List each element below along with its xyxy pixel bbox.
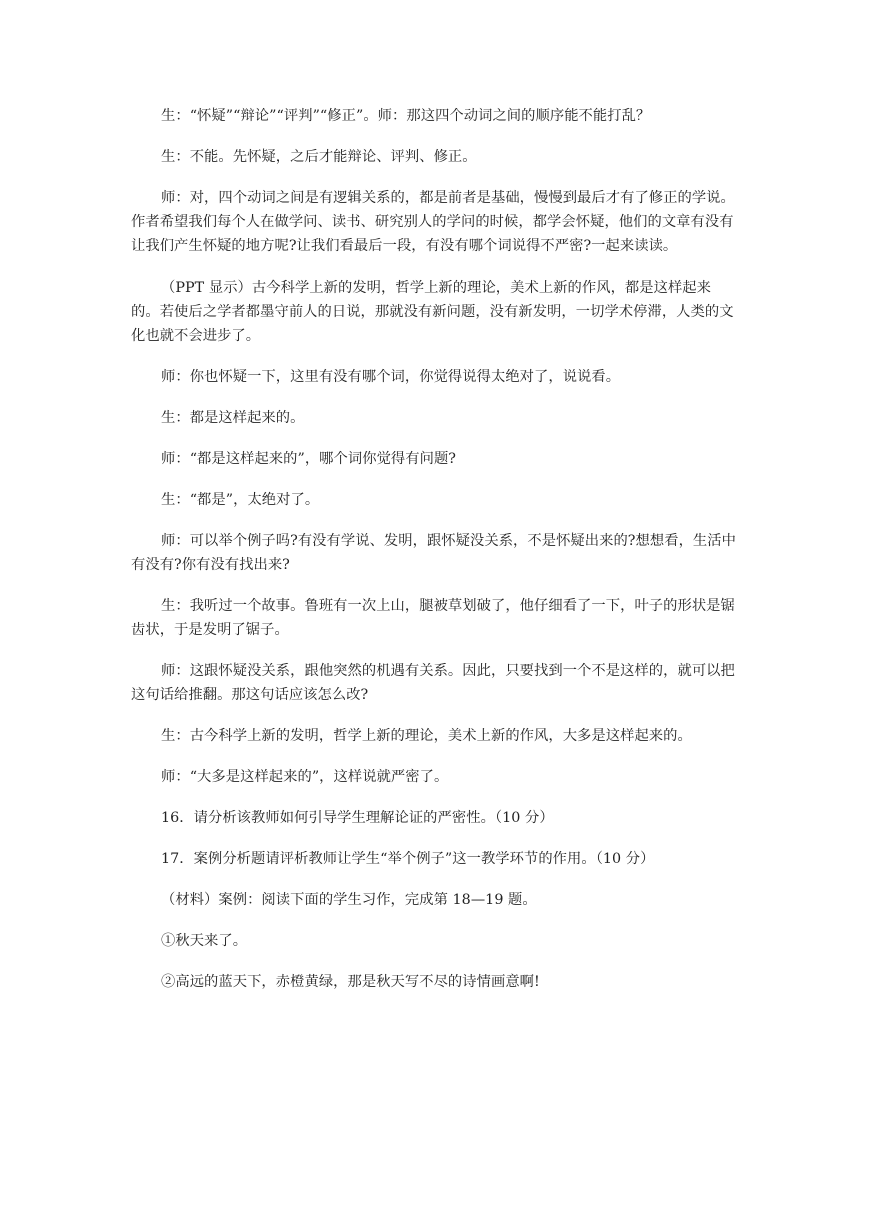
question-16: 16．请分析该教师如何引导学生理解论证的严密性。（10 分） [161,810,554,826]
material-intro: （材料）案例：阅读下面的学生习作，完成第 18—19 题。 [161,892,537,908]
paragraph-dialogue-7: 师：可以举个例子吗?有没有学说、发明，跟怀疑没关系，不是怀疑出来的?想想看，生活中有没有?你有没有找出来? [131,533,736,573]
paragraph-dialogue-1: 生：“怀疑”“辩论”“评判”“修正”。师：那这四个动词之间的顺序能不能打乱？ [161,108,651,124]
paragraph-dialogue-11: 师：“大多是这样起来的”，这样说就严密了。 [161,769,449,785]
paragraph-dialogue-9: 师：这跟怀疑没关系，跟他突然的机遇有关系。因此，只要找到一个不是这样的，就可以把这句话给推翻。那这句话应该怎么改? [131,663,735,703]
paragraph-dialogue-2: 生：不能。先怀疑，之后才能辩论、评判、修正。 [161,149,477,165]
essay-line-2: ②高远的蓝天下，赤橙黄绿，那是秋天写不尽的诗情画意啊! [161,974,540,990]
paragraph-dialogue-4: 生：都是这样起来的。 [161,410,305,426]
paragraph-ppt-quote: （PPT 显示）古今科学上新的发明，哲学上新的理论，美术上新的作风，都是这样起来的。若使后之学者都墨守前人的日说，那就没有新问题，没有新发明，一切学术停滞，人类的文化也就不会进步了。 [131,280,734,344]
paragraph-teacher-explanation: 师：对，四个动词之间是有逻辑关系的，都是前者是基础，慢慢到最后才有了修正的学说。作者希望我们每个人在做学问、读书、研究别人的学问的时候，都学会怀疑，他们的文章有没有让我们产生怀疑的地方呢?让我们看最后一段，有没有哪个词说得不严密?一起来读读。 [131,190,735,254]
paragraph-dialogue-6: 生：“都是”，太绝对了。 [161,492,320,508]
paragraph-dialogue-5: 师：“都是这样起来的”，哪个词你觉得有问题? [161,451,457,467]
paragraph-dialogue-3: 师：你也怀疑一下，这里有没有哪个词，你觉得说得太绝对了，说说看。 [161,369,621,385]
document-body [131,104,738,994]
paragraph-dialogue-10: 生：古今科学上新的发明，哲学上新的理论，美术上新的作风，大多是这样起来的。 [161,728,692,744]
paragraph-dialogue-8: 生：我听过一个故事。鲁班有一次上山，腿被草划破了，他仔细看了一下，叶子的形状是锯齿状，于是发明了锯子。 [131,598,735,638]
essay-line-1: ①秋天来了。 [161,933,248,949]
question-17: 17．案例分析题请评析教师让学生“举个例子”这一教学环节的作用。（10 分） [161,851,655,867]
